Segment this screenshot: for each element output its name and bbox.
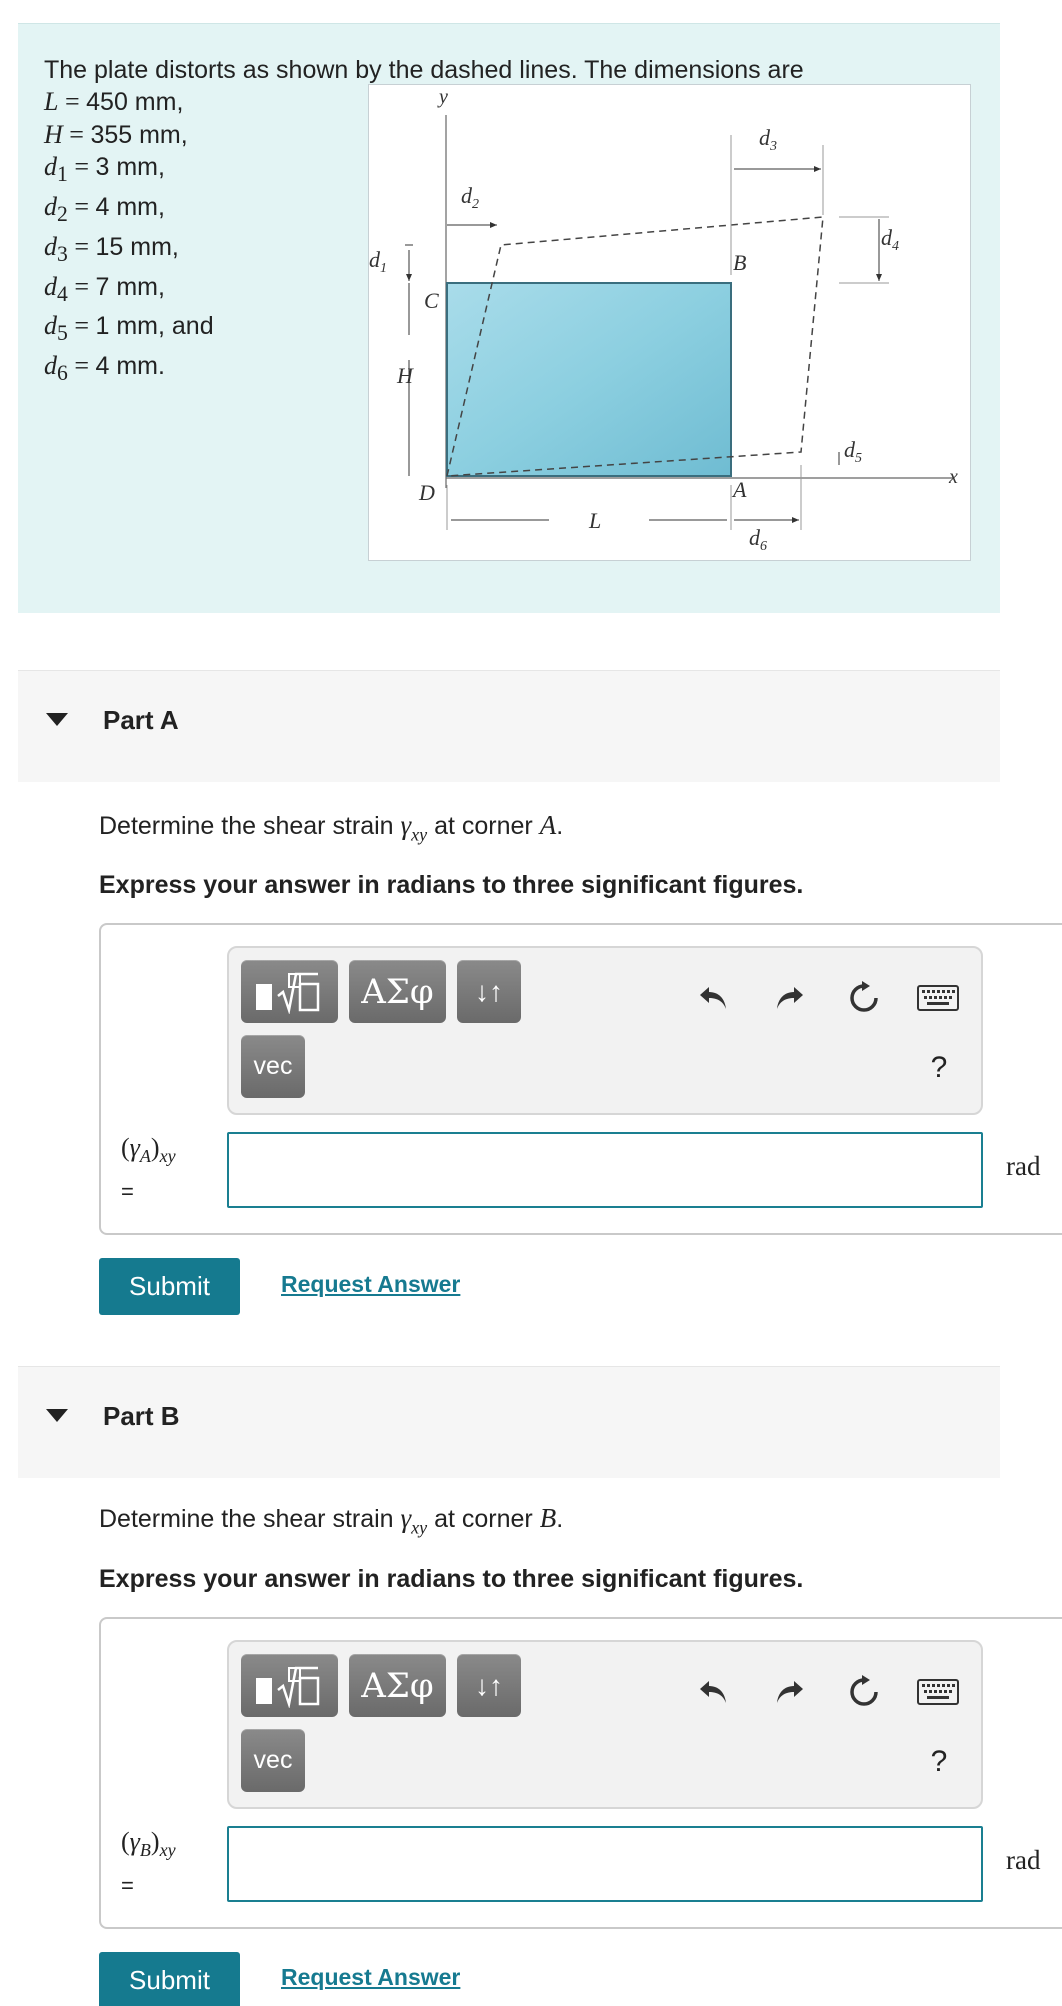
dim-d5: $d_5 = 1$ mm, and bbox=[44, 311, 214, 346]
help-icon[interactable]: ? bbox=[930, 1745, 948, 1778]
part-b-question: Determine the shear strain $\gamma_{xy}$ at corner B. bbox=[99, 1503, 564, 1538]
dim-d4: $d_4 = 7$ mm, bbox=[44, 271, 165, 306]
statement: The plate distorts as shown by the dashed lines. The dimensions are bbox=[44, 56, 804, 84]
part-a-request-answer-link[interactable]: Request Answer bbox=[281, 1271, 461, 1297]
plate-diagram bbox=[368, 84, 971, 561]
part-a-title: Part A bbox=[103, 705, 179, 735]
reset-icon[interactable] bbox=[844, 1672, 884, 1712]
help-icon[interactable]: ? bbox=[930, 1051, 948, 1084]
dim-H: H = 355 mm, bbox=[44, 119, 188, 149]
plate bbox=[447, 283, 731, 476]
label-d2: $d_2$ bbox=[461, 183, 479, 212]
templates-icon bbox=[252, 970, 328, 1014]
keyboard-icon[interactable] bbox=[915, 1672, 961, 1712]
dim-d3: $d_3 = 15$ mm, bbox=[44, 231, 179, 266]
part-a-submit-button[interactable]: Submit bbox=[99, 1258, 240, 1315]
part-a-instruction: Express your answer in radians to three significant figures. bbox=[99, 871, 804, 899]
templates-button[interactable] bbox=[241, 1654, 338, 1717]
part-b-answer-box bbox=[99, 1617, 1062, 1929]
dim-d1: $d_1 = 3$ mm, bbox=[44, 152, 165, 187]
updown-arrows-button[interactable]: ↓↑ bbox=[457, 960, 521, 1023]
part-b-request-answer-link[interactable]: Request Answer bbox=[281, 1964, 461, 1990]
undo-icon[interactable] bbox=[694, 1672, 734, 1712]
math-toolbar bbox=[227, 946, 983, 1115]
part-b-answer-input[interactable] bbox=[227, 1826, 983, 1902]
keyboard-icon[interactable] bbox=[915, 978, 961, 1018]
label-d3: $d_3$ bbox=[759, 125, 777, 154]
redo-icon[interactable] bbox=[769, 978, 809, 1018]
part-b-instruction: Express your answer in radians to three significant figures. bbox=[99, 1565, 804, 1593]
part-b-variable-label: $(\gamma_B)_{xy}$ = bbox=[121, 1827, 176, 1899]
label-d4: $d_4$ bbox=[881, 225, 899, 254]
part-b-submit-button[interactable]: Submit bbox=[99, 1952, 240, 2006]
part-b-header[interactable] bbox=[18, 1366, 1000, 1478]
part-a-variable-label: $(\gamma_A)_{xy}$ = bbox=[121, 1133, 176, 1205]
vec-button[interactable]: vec bbox=[241, 1035, 305, 1098]
y-axis-label: y bbox=[439, 86, 448, 108]
templates-icon bbox=[252, 1664, 328, 1708]
label-d5: $d_5$ bbox=[844, 437, 862, 466]
templates-button[interactable] bbox=[241, 960, 338, 1023]
label-H: H bbox=[397, 363, 413, 388]
collapse-caret-icon[interactable] bbox=[46, 713, 68, 726]
symbols-button[interactable]: ΑΣφ bbox=[349, 960, 446, 1023]
vec-button[interactable]: vec bbox=[241, 1729, 305, 1792]
symbols-button[interactable]: ΑΣφ bbox=[349, 1654, 446, 1717]
part-a-answer-input[interactable] bbox=[227, 1132, 983, 1208]
part-a-unit: rad bbox=[1006, 1151, 1041, 1181]
label-d1: $d_1$ bbox=[369, 247, 387, 276]
part-b-title: Part B bbox=[103, 1401, 180, 1431]
part-a-answer-box bbox=[99, 923, 1062, 1235]
updown-arrows-button[interactable]: ↓↑ bbox=[457, 1654, 521, 1717]
part-a-question: Determine the shear strain $\gamma_{xy}$ at corner A. bbox=[99, 810, 564, 845]
reset-icon[interactable] bbox=[844, 978, 884, 1018]
dim-L: L = 450 mm, bbox=[44, 87, 184, 116]
label-D: D bbox=[419, 480, 435, 505]
math-toolbar bbox=[227, 1640, 983, 1809]
collapse-caret-icon[interactable] bbox=[46, 1409, 68, 1422]
dim-d6: $d_6 = 4$ mm. bbox=[44, 351, 165, 386]
part-b-unit: rad bbox=[1006, 1845, 1041, 1875]
problem-statement-panel bbox=[18, 23, 1000, 613]
label-d6: $d_6$ bbox=[749, 525, 767, 554]
label-B: B bbox=[733, 250, 747, 275]
x-axis-label: x bbox=[949, 466, 958, 488]
redo-icon[interactable] bbox=[769, 1672, 809, 1712]
part-a-header[interactable] bbox=[18, 670, 1000, 782]
dim-d2: $d_2 = 4$ mm, bbox=[44, 191, 165, 227]
label-C: C bbox=[424, 288, 439, 313]
label-L: L bbox=[589, 508, 602, 533]
label-A: A bbox=[733, 477, 747, 502]
undo-icon[interactable] bbox=[694, 978, 734, 1018]
